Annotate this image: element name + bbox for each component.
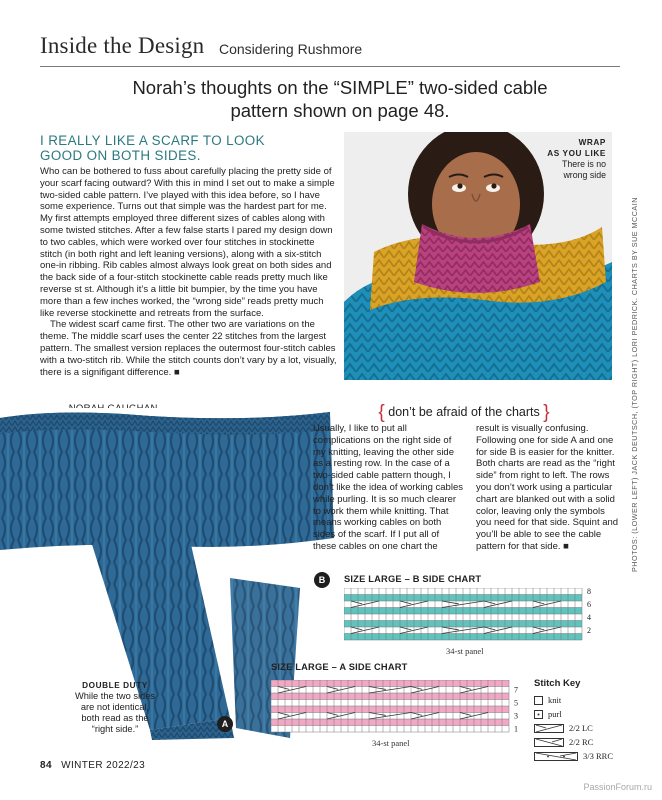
stitch-key-row-rrc (534, 749, 634, 763)
article-subtitle: Considering Rushmore (219, 41, 363, 57)
left-cross-icon (534, 724, 564, 733)
brace-open-icon: { (378, 402, 385, 423)
badge-side-b: B (314, 572, 330, 588)
heading-line-1: I REALLY LIKE A SCARF TO LOOK (40, 133, 265, 148)
stitch-key-label-lc: 2/2 LC (569, 723, 593, 733)
caption-double-duty-line-4: “right side.” (91, 724, 139, 734)
caption-wrap-text-2: wrong side (563, 169, 606, 180)
row-label-6: 6 (587, 600, 591, 609)
stitch-key-row-rc (534, 735, 634, 749)
caption-wrap-text-1: There is no (561, 159, 606, 169)
row-label-5: 5 (514, 698, 518, 708)
caption-double-duty-title: DOUBLE DUTY (82, 681, 148, 690)
deck (60, 76, 620, 122)
caption-double-duty (40, 680, 190, 735)
photo-credit: PHOTOS: (LOWER LEFT) JACK DEUTSCH, (TOP RIGHT) LORI PEDRICK. CHARTS BY SUE MCCAIN (630, 197, 639, 572)
caption-wrap-title-1: WRAP (578, 138, 606, 147)
issue-label: WINTER 2022/23 (61, 760, 146, 771)
chart-b-grid (344, 588, 604, 644)
sidebar-title-text: don’t be afraid of the charts (388, 405, 540, 419)
empty-box-icon (534, 696, 543, 705)
department-title: Inside the Design (40, 33, 205, 58)
row-label-4: 4 (587, 613, 591, 622)
watermark: PassionForum.ru (583, 782, 652, 792)
stitch-key-row-lc (534, 721, 634, 735)
stitch-key-label-rc: 2/2 RC (569, 737, 594, 747)
sidebar-column-2: result is visually confusing. Following one for side A and one for side B is easier for the knitter. Both charts are read as the “right side” from right to left. The rows you don’t work using a particular chart are blanked out with a solid color, leaving only the symbols you need for that side. Squint and you’ll be able to see the cable pattern for that side. ■ (476, 423, 619, 552)
sidebar-title (309, 400, 619, 422)
row-label-1: 1 (514, 724, 518, 734)
paragraph-1: Who can be bothered to fuss about carefully placing the pretty side of your scarf facing outward? With this in mind I set out to make a simple two-sided cable pattern. I’ve played with this idea before, so I have some experience. Turns out that simple was the hardest part for me. My first attempts employed three different sizes of cables along with some twisted stitches. After a few false starts I pared my design down to two cables, which were worked over four stitches in stockinette stitch (in both right and left leaning versions), along with a six-stitch one-in ribbing. Rib cables almost always look great on both sides and the back side of a four-stitch stockinette cable reads pretty much like reverse st st. Although it’s a little bit bumpier, by the time you have more than a few inches worked, the “wrong side” reads pretty much like reverse stockinette and retreats from the surface. (40, 166, 335, 319)
stitch-key (534, 678, 634, 763)
caption-double-duty-line-3: both read as the (81, 713, 149, 723)
caption-double-duty-line-2: are not identical, (80, 702, 150, 712)
sidebar-column-1: Usually, I like to put all complications on the right side of my knitting, leaving the other side as a resting row. In the case of a two-sided cable pattern though, I don’t like the idea of working cables while purling. It is so much clearer to work them while knitting. That means working cables on both sides of the scarf. If I put all of these cables on one chart the (313, 423, 463, 552)
masthead (40, 33, 620, 67)
article-heading (40, 133, 320, 163)
rib-cross-icon (534, 752, 578, 761)
row-label-8: 8 (587, 588, 591, 596)
right-cross-icon (534, 738, 564, 747)
chart-b-title: SIZE LARGE – B SIDE CHART (344, 574, 482, 584)
caption-double-duty-line-1: While the two sides (74, 691, 156, 701)
dot-box-icon (534, 710, 543, 719)
deck-line-1: Norah’s thoughts on the “SIMPLE” two-sided cable (132, 77, 548, 98)
badge-side-a: A (217, 716, 233, 732)
chart-a-title: SIZE LARGE – A SIDE CHART (271, 662, 408, 672)
paragraph-2: The widest scarf came first. The other two are variations on the theme. The middle scarf uses the center 22 stitches from the largest pattern. The smallest version replaces the outermost four-stitch cables with a two-stitch rib. While the stitch counts don’t vary by a lot, visually, there is a signifigant difference. ■ (40, 319, 337, 378)
chart-a-panel-label: 34-st panel (372, 738, 410, 748)
stitch-key-label-rrc: 3/3 RRC (583, 751, 613, 761)
stitch-key-row-purl (534, 707, 634, 721)
page-number: 84 (40, 760, 52, 771)
stitch-key-row-knit (534, 693, 634, 707)
folio (40, 760, 145, 771)
stitch-key-title: Stitch Key (534, 678, 581, 689)
row-label-2: 2 (587, 626, 591, 635)
caption-wrap-title-2: AS YOU LIKE (547, 148, 606, 158)
deck-line-2: pattern shown on page 48. (230, 100, 450, 121)
brace-close-icon: } (543, 402, 550, 423)
chart-a-grid (271, 680, 531, 736)
stitch-key-label-knit: knit (548, 695, 562, 705)
stitch-key-label-purl: purl (548, 709, 562, 719)
row-label-7: 7 (514, 685, 518, 695)
caption-wrap (521, 138, 606, 180)
heading-line-2: GOOD ON BOTH SIDES. (40, 148, 201, 163)
row-label-3: 3 (514, 711, 518, 721)
chart-b-panel-label: 34-st panel (446, 646, 484, 656)
article-body (40, 166, 338, 378)
